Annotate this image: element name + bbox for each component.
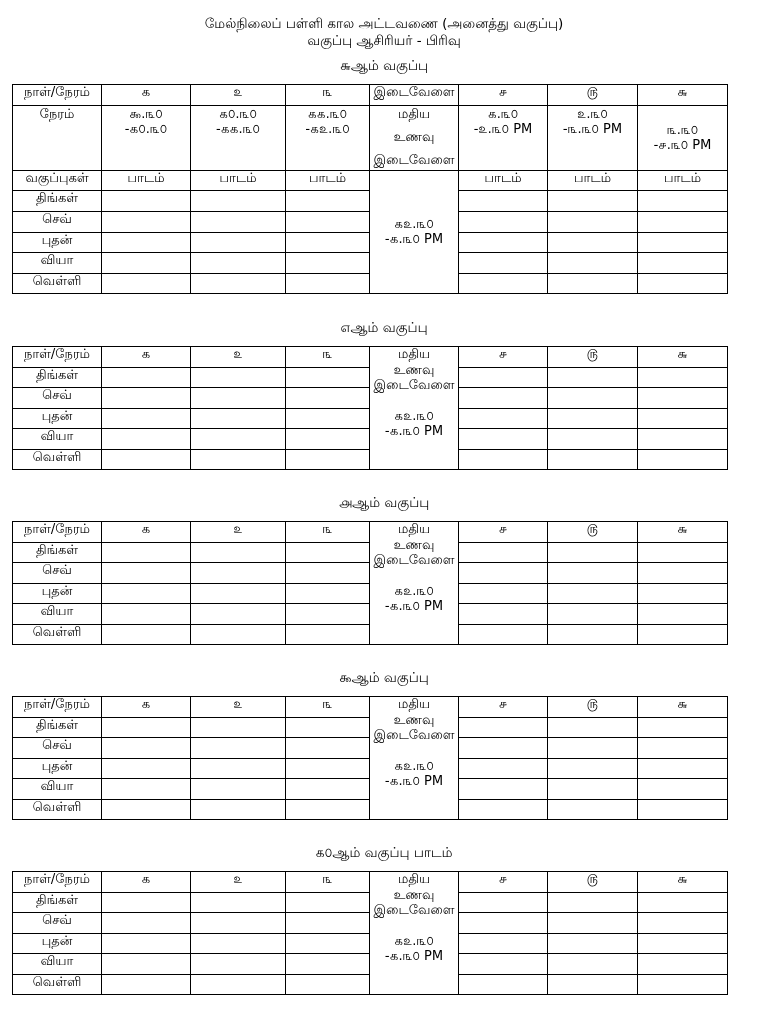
slot-cell	[548, 368, 638, 388]
slot-cell	[459, 800, 548, 820]
day-cell: வியா	[13, 604, 102, 625]
break-label: மதிய	[397, 697, 431, 712]
subject-cell: பாடம்	[102, 171, 191, 191]
slot-cell	[191, 191, 286, 212]
slot-cell	[286, 934, 370, 954]
time-cell: ௨.௩௦ -௩.௩௦ PM	[548, 106, 638, 171]
slot-cell	[638, 543, 728, 563]
header-cell: ௧	[102, 697, 191, 718]
slot-cell	[286, 429, 370, 450]
subject-cell: பாடம்	[638, 171, 728, 191]
break-label: இடைவேளை	[373, 728, 455, 743]
slot-cell	[548, 759, 638, 779]
slot-cell	[286, 450, 370, 470]
slot-cell	[459, 450, 548, 470]
slot-cell	[459, 233, 548, 253]
slot-cell	[102, 191, 191, 212]
header-row	[13, 347, 728, 368]
slot-cell	[638, 274, 728, 294]
slot-cell	[286, 800, 370, 820]
header-cell: ௩	[286, 522, 370, 543]
slot-cell	[191, 759, 286, 779]
slot-cell	[191, 274, 286, 294]
lunch-break-cell	[370, 106, 459, 171]
slot-cell	[102, 954, 191, 975]
slot-cell	[459, 584, 548, 604]
day-cell: புதன்	[13, 759, 102, 779]
slot-cell	[459, 409, 548, 429]
slot-cell	[638, 368, 728, 388]
slot-cell	[102, 563, 191, 584]
time-cell: ௩.௩௦ -௪.௩௦ PM	[638, 106, 728, 171]
slot-cell	[191, 954, 286, 975]
slot-cell	[191, 800, 286, 820]
break-time: ௧௨.௩௦	[394, 408, 434, 424]
day-cell: வெள்ளி	[13, 975, 102, 995]
day-cell: வெள்ளி	[13, 625, 102, 645]
slot-cell	[286, 584, 370, 604]
slot-cell	[102, 429, 191, 450]
break-time: -௧.௩௦ PM	[384, 232, 444, 247]
slot-cell	[638, 779, 728, 800]
slot-cell	[548, 191, 638, 212]
subject-cell: வகுப்புகள்	[13, 171, 102, 191]
slot-cell	[548, 779, 638, 800]
slot-cell	[286, 409, 370, 429]
slot-cell	[286, 779, 370, 800]
break-time: -௧.௩௦ PM	[384, 774, 444, 789]
slot-cell	[459, 388, 548, 409]
slot-cell	[286, 975, 370, 995]
day-cell: வெள்ளி	[13, 450, 102, 470]
timetable-grid	[12, 871, 728, 995]
day-cell: திங்கள்	[13, 718, 102, 738]
slot-cell	[102, 253, 191, 274]
header-cell: ௩	[286, 347, 370, 368]
slot-cell	[638, 759, 728, 779]
slot-cell	[459, 253, 548, 274]
slot-cell	[286, 954, 370, 975]
slot-cell	[548, 233, 638, 253]
slot-cell	[638, 191, 728, 212]
slot-cell	[459, 718, 548, 738]
slot-cell	[548, 253, 638, 274]
slot-cell	[191, 253, 286, 274]
day-cell: செவ்	[13, 388, 102, 409]
time-cell: நேரம்	[13, 106, 102, 171]
timetable-grid	[12, 696, 728, 820]
break-label: மதிய	[397, 872, 431, 887]
slot-cell	[548, 429, 638, 450]
slot-cell	[191, 779, 286, 800]
slot-cell	[191, 893, 286, 913]
break-time: ௧௨.௩௦	[394, 583, 434, 599]
slot-cell	[638, 584, 728, 604]
slot-cell	[459, 954, 548, 975]
slot-cell	[102, 368, 191, 388]
slot-cell	[191, 913, 286, 934]
slot-cell	[459, 604, 548, 625]
slot-cell	[638, 450, 728, 470]
slot-cell	[638, 625, 728, 645]
slot-cell	[102, 409, 191, 429]
slot-cell	[638, 975, 728, 995]
slot-cell	[102, 738, 191, 759]
slot-cell	[548, 584, 638, 604]
break-label: உணவு	[393, 130, 435, 145]
slot-cell	[638, 738, 728, 759]
header-cell: ௬	[638, 697, 728, 718]
slot-cell	[638, 563, 728, 584]
section-title: ௧௦ஆம் வகுப்பு பாடம்	[315, 845, 453, 861]
day-cell: புதன்	[13, 584, 102, 604]
slot-cell	[548, 543, 638, 563]
slot-cell	[286, 563, 370, 584]
header-row	[13, 85, 728, 106]
break-time: ௧௨.௩௦	[394, 217, 434, 232]
section-title: ௮ஆம் வகுப்பு	[338, 495, 430, 511]
slot-cell	[459, 563, 548, 584]
slot-cell	[102, 604, 191, 625]
slot-cell	[459, 368, 548, 388]
slot-cell	[102, 450, 191, 470]
subject-cell: பாடம்	[286, 171, 370, 191]
slot-cell	[459, 913, 548, 934]
header-cell: ௩	[286, 697, 370, 718]
header-cell: ௩	[286, 85, 370, 106]
header-cell: ௨	[191, 522, 286, 543]
lunch-break-cell	[370, 347, 459, 470]
time-row	[13, 106, 728, 171]
slot-cell	[548, 212, 638, 233]
header-cell: நாள்/நேரம்	[13, 872, 102, 893]
day-cell: வியா	[13, 253, 102, 274]
slot-cell	[191, 388, 286, 409]
slot-cell	[191, 584, 286, 604]
header-cell: ௪	[459, 347, 548, 368]
header-cell: ௬	[638, 522, 728, 543]
slot-cell	[102, 233, 191, 253]
slot-cell	[548, 450, 638, 470]
day-cell: திங்கள்	[13, 368, 102, 388]
slot-cell	[459, 738, 548, 759]
slot-cell	[548, 975, 638, 995]
section-title: ௯ஆம் வகுப்பு	[339, 670, 429, 686]
slot-cell	[102, 779, 191, 800]
header-cell: ௨	[191, 872, 286, 893]
slot-cell	[191, 368, 286, 388]
slot-cell	[459, 212, 548, 233]
slot-cell	[638, 604, 728, 625]
time-cell: ௧.௩௦ -௨.௩௦ PM	[459, 106, 548, 171]
header-cell: ௨	[191, 697, 286, 718]
slot-cell	[548, 604, 638, 625]
slot-cell	[548, 388, 638, 409]
slot-cell	[191, 738, 286, 759]
lunch-break-cell	[370, 697, 459, 820]
lunch-break-cell	[370, 872, 459, 995]
slot-cell	[102, 975, 191, 995]
break-label: இடைவேளை	[373, 903, 455, 918]
slot-cell	[548, 913, 638, 934]
slot-cell	[459, 543, 548, 563]
slot-cell	[638, 388, 728, 409]
slot-cell	[286, 388, 370, 409]
header-cell: ௫	[548, 697, 638, 718]
slot-cell	[286, 543, 370, 563]
day-cell: வெள்ளி	[13, 274, 102, 294]
slot-cell	[638, 934, 728, 954]
day-cell: வெள்ளி	[13, 800, 102, 820]
slot-cell	[638, 954, 728, 975]
document-title: மேல்நிலைப் பள்ளி கால அட்டவணை (அனைத்து வகுப்பு)	[204, 16, 564, 32]
break-label: இடைவேளை	[373, 153, 455, 168]
break-label: இடைவேளை	[373, 378, 455, 393]
day-cell: செவ்	[13, 913, 102, 934]
break-label: உணவு	[393, 362, 435, 378]
slot-cell	[638, 800, 728, 820]
header-cell: ௫	[548, 347, 638, 368]
slot-cell	[638, 893, 728, 913]
slot-cell	[459, 893, 548, 913]
break-time: -௧.௩௦ PM	[384, 949, 444, 964]
header-cell: நாள்/நேரம்	[13, 85, 102, 106]
slot-cell	[548, 738, 638, 759]
lunch-break-cell	[370, 522, 459, 645]
slot-cell	[102, 800, 191, 820]
subject-cell: பாடம்	[191, 171, 286, 191]
slot-cell	[191, 563, 286, 584]
slot-cell	[286, 368, 370, 388]
header-row	[13, 522, 728, 543]
day-cell: புதன்	[13, 934, 102, 954]
header-cell: ௫	[548, 872, 638, 893]
header-row	[13, 697, 728, 718]
slot-cell	[102, 893, 191, 913]
slot-cell	[459, 274, 548, 294]
slot-cell	[286, 212, 370, 233]
slot-cell	[191, 233, 286, 253]
slot-cell	[459, 934, 548, 954]
slot-cell	[191, 934, 286, 954]
slot-cell	[286, 625, 370, 645]
slot-cell	[459, 625, 548, 645]
slot-cell	[191, 212, 286, 233]
slot-cell	[191, 450, 286, 470]
timetable-grid	[12, 346, 728, 470]
header-cell: ௫	[548, 522, 638, 543]
break-label: மதிய	[397, 107, 431, 122]
header-cell: ௨	[191, 347, 286, 368]
slot-cell	[638, 212, 728, 233]
timetable-grid	[12, 84, 728, 294]
header-cell: ௧	[102, 85, 191, 106]
slot-cell	[548, 718, 638, 738]
slot-cell	[102, 274, 191, 294]
header-row	[13, 872, 728, 893]
header-cell: நாள்/நேரம்	[13, 697, 102, 718]
slot-cell	[102, 913, 191, 934]
slot-cell	[286, 604, 370, 625]
slot-cell	[459, 975, 548, 995]
header-cell: ௨	[191, 85, 286, 106]
slot-cell	[548, 800, 638, 820]
break-label: மதிய	[397, 347, 431, 362]
slot-cell	[191, 975, 286, 995]
subject-row	[13, 171, 728, 191]
slot-cell	[459, 779, 548, 800]
section-title: ௬ஆம் வகுப்பு	[339, 58, 429, 74]
day-cell: வியா	[13, 954, 102, 975]
slot-cell	[102, 388, 191, 409]
header-cell: ௪	[459, 697, 548, 718]
slot-cell	[102, 759, 191, 779]
day-cell: திங்கள்	[13, 893, 102, 913]
header-cell: ௬	[638, 347, 728, 368]
header-cell: ௪	[459, 85, 548, 106]
slot-cell	[548, 893, 638, 913]
slot-cell	[548, 625, 638, 645]
break-time: -௧.௩௦ PM	[384, 599, 444, 614]
header-cell: ௧	[102, 522, 191, 543]
header-cell: ௫	[548, 85, 638, 106]
header-cell: இடைவேளை	[370, 85, 459, 106]
header-cell: ௧	[102, 347, 191, 368]
header-cell: ௪	[459, 872, 548, 893]
header-cell: ௧	[102, 872, 191, 893]
slot-cell	[102, 718, 191, 738]
slot-cell	[459, 429, 548, 450]
slot-cell	[638, 233, 728, 253]
break-label: இடைவேளை	[373, 553, 455, 568]
section-title: ௭ஆம் வகுப்பு	[340, 320, 428, 336]
break-label: மதிய	[397, 522, 431, 537]
slot-cell	[286, 718, 370, 738]
slot-cell	[459, 191, 548, 212]
header-cell: நாள்/நேரம்	[13, 347, 102, 368]
slot-cell	[102, 625, 191, 645]
slot-cell	[638, 429, 728, 450]
timetable-grid	[12, 521, 728, 645]
slot-cell	[286, 913, 370, 934]
slot-cell	[191, 604, 286, 625]
slot-cell	[286, 253, 370, 274]
day-cell: புதன்	[13, 409, 102, 429]
header-cell: ௬	[638, 872, 728, 893]
slot-cell	[286, 738, 370, 759]
slot-cell	[102, 543, 191, 563]
break-time: ௧௨.௩௦	[394, 933, 434, 949]
slot-cell	[548, 409, 638, 429]
slot-cell	[102, 934, 191, 954]
day-cell: திங்கள்	[13, 191, 102, 212]
time-cell: ௧௦.௩௦ -௧௧.௩௦	[191, 106, 286, 171]
slot-cell	[191, 429, 286, 450]
slot-cell	[191, 543, 286, 563]
day-cell: புதன்	[13, 233, 102, 253]
subject-cell: பாடம்	[459, 171, 548, 191]
time-cell: ௯.௩௦ -௧௦.௩௦	[102, 106, 191, 171]
slot-cell	[286, 893, 370, 913]
break-label: உணவு	[393, 887, 435, 903]
header-cell: ௩	[286, 872, 370, 893]
break-label: உணவு	[393, 537, 435, 553]
slot-cell	[191, 718, 286, 738]
time-cell: ௧௧.௩௦ -௧௨.௩௦	[286, 106, 370, 171]
day-cell: வியா	[13, 429, 102, 450]
slot-cell	[286, 191, 370, 212]
day-cell: செவ்	[13, 563, 102, 584]
break-label: உணவு	[393, 712, 435, 728]
day-cell: செவ்	[13, 738, 102, 759]
slot-cell	[191, 409, 286, 429]
slot-cell	[548, 934, 638, 954]
slot-cell	[286, 274, 370, 294]
header-cell: நாள்/நேரம்	[13, 522, 102, 543]
document-subtitle: வகுப்பு ஆசிரியர் - பிரிவு	[307, 33, 461, 49]
day-cell: திங்கள்	[13, 543, 102, 563]
break-time: -௧.௩௦ PM	[384, 424, 444, 439]
slot-cell	[548, 274, 638, 294]
slot-cell	[191, 625, 286, 645]
day-cell: செவ்	[13, 212, 102, 233]
slot-cell	[638, 718, 728, 738]
slot-cell	[102, 584, 191, 604]
lunch-time-cell	[370, 171, 459, 294]
slot-cell	[459, 759, 548, 779]
slot-cell	[548, 563, 638, 584]
break-time: ௧௨.௩௦	[394, 758, 434, 774]
slot-cell	[286, 233, 370, 253]
header-cell: ௬	[638, 85, 728, 106]
slot-cell	[638, 913, 728, 934]
slot-cell	[286, 759, 370, 779]
slot-cell	[548, 954, 638, 975]
header-cell: ௪	[459, 522, 548, 543]
subject-cell: பாடம்	[548, 171, 638, 191]
slot-cell	[638, 253, 728, 274]
slot-cell	[638, 409, 728, 429]
slot-cell	[102, 212, 191, 233]
day-cell: வியா	[13, 779, 102, 800]
